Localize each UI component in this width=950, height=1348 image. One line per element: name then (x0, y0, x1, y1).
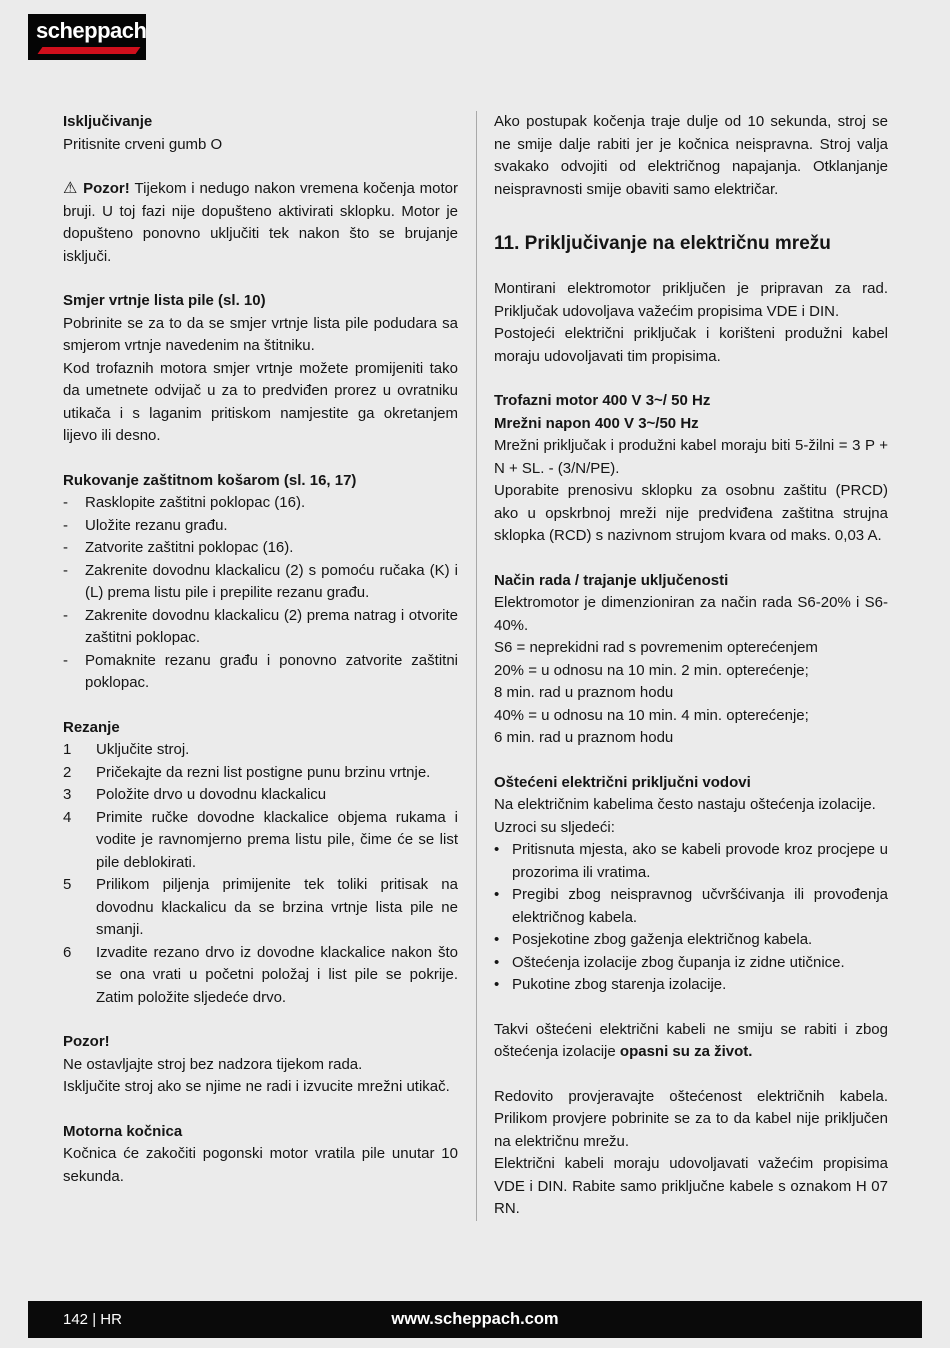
paragraph: Ako postupak kočenja traje dulje od 10 sekunda, stroj se ne smije dalje rabiti jer je kočnica neispravna. Stroj valja svakako odvojiti od električnog napajanja. Otklanjanje neispravnosti smije obaviti samo električar. (494, 113, 888, 198)
list-item-text: Rasklopite zaštitni poklopac (16). (85, 494, 306, 511)
paragraph-gap (63, 695, 458, 717)
paragraph-gap (494, 548, 888, 570)
list (494, 839, 888, 997)
paragraph: Montirani elektromotor priključen je pripravan za rad. Priključak udovoljava važećim propisima VDE i DIN. (494, 280, 888, 320)
list-item (494, 974, 888, 997)
sub-heading: Mrežni napon 400 V 3~/50 Hz (494, 414, 699, 432)
sub-heading: Rukovanje zaštitnom košarom (sl. 16, 17) (63, 471, 357, 489)
paragraph: Na električnim kabelima često nastaju oštećenja izolacije. (494, 796, 876, 813)
list-marker: - (63, 651, 68, 669)
list-item (63, 537, 458, 560)
list-marker: - (63, 561, 68, 579)
right-column (494, 111, 888, 1221)
list-item-text: Posjekotine zbog gaženja električnog kabela. (512, 931, 813, 948)
logo-swoosh-accent (38, 47, 141, 54)
paragraph: Redovito provjeravajte oštećenost električnih kabela. Prilikom provjere pobrinite se za to da kabel nije priključen na električnu mrežu. (494, 1087, 888, 1150)
list-marker: - (63, 606, 68, 624)
list-item-text: Pomaknite rezanu građu i ponovno zatvorite zaštitni poklopac. (85, 651, 458, 691)
list-item-text: Zakrenite dovodnu klackalicu (2) s pomoću ručaka (K) i (L) prema listu pile i prepilite rezanu građu. (85, 561, 458, 601)
list-marker: 6 (63, 943, 72, 961)
list-item (494, 929, 888, 952)
list-item (63, 650, 458, 695)
document-body (63, 111, 888, 1221)
list-marker: - (63, 516, 68, 534)
paragraph: 6 min. rad u praznom hodu (494, 729, 674, 746)
paragraph-gap (63, 1099, 458, 1121)
list-item-text: Pričekajte da rezni list postigne punu brzinu vrtnje. (96, 763, 431, 781)
list-item (494, 952, 888, 975)
list-marker: • (494, 886, 500, 903)
list-marker: • (494, 841, 500, 858)
section-heading: 11. Priključivanje na električnu mrežu (494, 233, 831, 254)
list-marker: - (63, 494, 68, 511)
list-item-text: Pregibi zbog neispravnog učvršćivanja ili provođenja električnog kabela. (512, 886, 888, 926)
paragraph-gap (63, 268, 458, 290)
list-item (63, 942, 458, 1010)
warning-icon: ⚠ (63, 180, 84, 197)
bold-text: opasni su za život. (619, 1043, 753, 1060)
text-run: Takvi oštećeni električni kabeli ne smiju se rabiti i zbog oštećenja izolacije (494, 1020, 888, 1060)
sub-heading: Motorna kočnica (63, 1122, 183, 1140)
left-column (63, 111, 458, 1221)
list-item (494, 839, 888, 884)
list-item (63, 560, 458, 605)
list-item-text: Uložite rezanu građu. (85, 516, 228, 534)
list-item-text: Prilikom piljenja primijenite tek toliki pritisak na dovodnu klackalicu da se brzina vrtnje lista pile ne smanji. (96, 876, 458, 938)
paragraph: 20% = u odnosu na 10 min. 2 min. opterećenje; (494, 661, 809, 679)
page-number: 142 | HR (63, 1311, 122, 1328)
paragraph-gap (63, 156, 458, 178)
sub-heading: Isključivanje (63, 113, 153, 130)
list-marker: 4 (63, 808, 72, 826)
list-marker: 2 (63, 763, 72, 781)
list-item (63, 739, 458, 762)
website-url: www.scheppach.com (391, 1310, 559, 1328)
paragraph: Kočnica će zakočiti pogonski motor vratila pile unutar 10 sekunda. (63, 1145, 458, 1185)
list-item (63, 605, 458, 650)
list-marker: • (494, 931, 500, 948)
paragraph: S6 = neprekidni rad s povremenim opterećenjem (494, 639, 818, 656)
list-item-text: Zakrenite dovodnu klackalicu (2) prema natrag i otvorite zaštitni poklopac. (85, 606, 458, 646)
list-item (63, 515, 458, 538)
list-marker: • (494, 976, 500, 993)
text-run: Tijekom i nedugo nakon vremena kočenja motor bruji. U toj fazi nije dopušteno aktivirati sklopku. Motor je dopušteno ponovno uključiti tek nakon što se brujanje isključi. (63, 180, 458, 265)
paragraph: Ne ostavljajte stroj bez nadzora tijekom rada. (63, 1055, 363, 1073)
logo-wordmark: scheppach (36, 18, 147, 43)
paragraph: Kod trofaznih motora smjer vrtnje možete promijeniti tako da umetnete odvijač u za to predviđen prorez u ovratniku utikača i s laganim pritiskom namjestite ga okretanjem lijevo ili desno. (63, 359, 458, 444)
paragraph: Mrežni priključak i produžni kabel moraju biti 5-žilni = 3 P + N + SL. - (3/N/PE). (494, 437, 888, 477)
list-marker: - (63, 539, 68, 556)
column-divider (476, 111, 477, 1221)
list-item-text: Pritisnuta mjesta, ako se kabeli provode kroz procjepe u prozorima ili vratima. (512, 841, 888, 881)
list-marker: 5 (63, 876, 72, 893)
footer-bar (28, 1301, 922, 1338)
sub-heading: Trofazni motor 400 V 3~/ 50 Hz (494, 392, 711, 409)
list-item-text: Izvadite rezano drvo iz dovodne klackalice nakon što se ona vrati u početni položaj i list pile se pokrije. Zatim položite sljedeće drvo. (96, 943, 458, 1006)
paragraph (63, 178, 458, 268)
list-item (63, 874, 458, 942)
list-item-text: Primite ručke dovodne klackalice objema rukama i vodite je ravnomjerno prema listu pile, čime će se list pile deblokirati. (96, 808, 458, 871)
paragraph: 8 min. rad u praznom hodu (494, 684, 674, 701)
list-item-text: Položite drvo u dovodnu klackalicu (96, 786, 327, 803)
list-item (63, 492, 458, 515)
list-marker: 3 (63, 786, 72, 803)
paragraph-gap (494, 997, 888, 1019)
paragraph-gap (494, 256, 888, 278)
sub-heading: Rezanje (63, 718, 120, 736)
list-item-text: Oštećenja izolacije zbog čupanja iz zidne utičnice. (512, 953, 845, 971)
paragraph (494, 1019, 888, 1064)
paragraph: Pritisnite crveni gumb O (63, 135, 223, 153)
paragraph: Postojeći električni priključak i korišteni produžni kabel moraju udovoljavati tim propisima. (494, 325, 888, 365)
paragraph: Isključite stroj ako se njime ne radi i izvucite mrežni utikač. (63, 1078, 450, 1095)
paragraph: Električni kabeli moraju udovoljavati važećim propisima VDE i DIN. Rabite samo priključne kabele s oznakom H 07 RN. (494, 1155, 888, 1217)
list (63, 739, 458, 1009)
scheppach-logo (28, 14, 146, 60)
list (63, 492, 458, 695)
list-marker: • (494, 953, 500, 971)
paragraph-gap (494, 201, 888, 223)
sub-heading: Smjer vrtnje lista pile (sl. 10) (63, 292, 266, 309)
list-item (63, 807, 458, 875)
list-item-text: Uključite stroj. (96, 741, 190, 758)
paragraph-gap (494, 750, 888, 772)
sub-heading: Pozor! (63, 1033, 110, 1050)
list-item-text: Pukotine zbog starenja izolacije. (512, 976, 727, 993)
paragraph-gap (494, 368, 888, 390)
paragraph-gap (63, 448, 458, 470)
paragraph: Uzroci su sljedeći: (494, 818, 615, 836)
paragraph: 40% = u odnosu na 10 min. 4 min. opterećenje; (494, 706, 809, 724)
list-item (494, 884, 888, 929)
paragraph: Uporabite prenosivu sklopku za osobnu zaštitu (PRCD) ako u opskrbnoj mreži nije predviđena zaštitna strujna sklopka (RCD) s nazivnom strujom kvara od maks. 0,03 A. (494, 482, 888, 544)
list-item-text: Zatvorite zaštitni poklopac (16). (85, 539, 294, 556)
paragraph-gap (63, 1009, 458, 1031)
list-item (63, 762, 458, 785)
paragraph: Pobrinite se za to da se smjer vrtnje lista pile podudara sa smjerom vrtnje navedenim na štitniku. (63, 314, 458, 354)
list-marker: 1 (63, 741, 72, 758)
list-item (63, 784, 458, 807)
sub-heading: Način rada / trajanje uključenosti (494, 571, 729, 589)
paragraph-gap (494, 1064, 888, 1086)
bold-text: Pozor! (83, 180, 135, 197)
paragraph: Elektromotor je dimenzioniran za način rada S6-20% i S6-40%. (494, 594, 888, 634)
sub-heading: Oštećeni električni priključni vodovi (494, 773, 751, 791)
